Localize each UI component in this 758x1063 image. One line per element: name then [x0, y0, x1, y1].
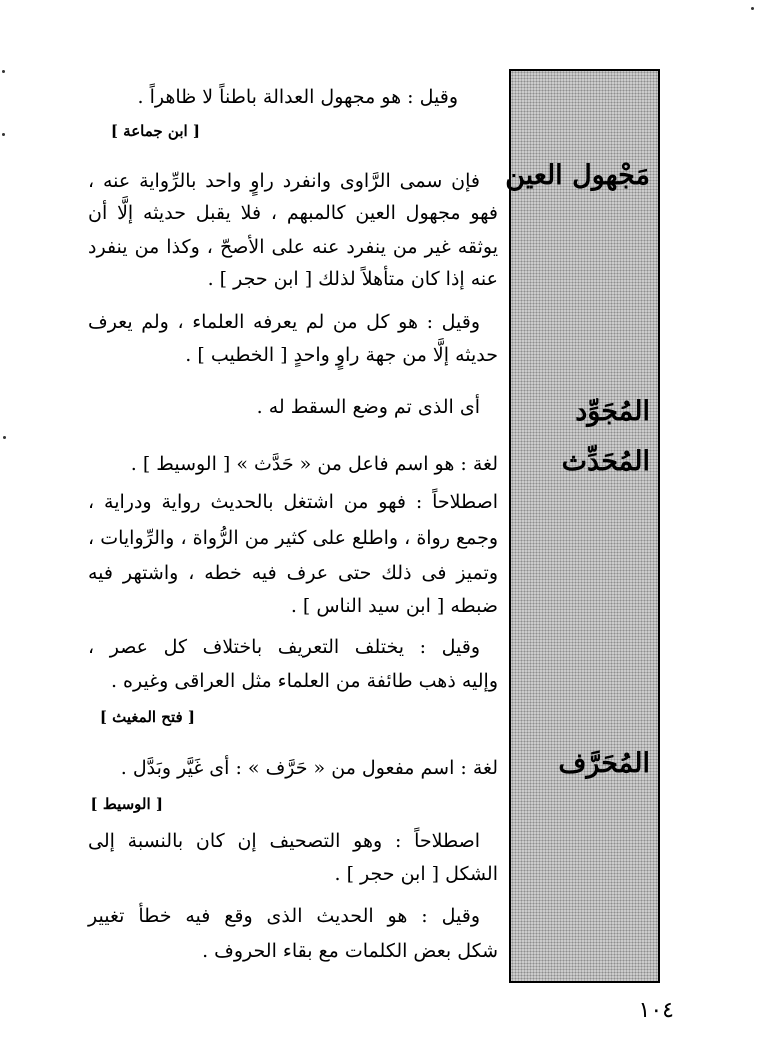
scan-speck [2, 70, 5, 73]
term-al-muharraf: المُحَرَّف [558, 748, 650, 779]
text-line: حديثه إلَّا من جهة راوٍ واحدٍ [ الخطيب ] . [185, 344, 498, 366]
scan-speck [3, 436, 6, 439]
text-line: أى الذى تم وضع السقط له . [256, 396, 480, 418]
text-line: وجمع رواة ، واطلع على كثير من الرُّواة ، والرِّوايات ، [88, 527, 498, 549]
text-line: شكل بعض الكلمات مع بقاء الحروف . [202, 940, 498, 962]
terms-column [505, 69, 660, 983]
source-citation: [ ابن جماعة ] [110, 122, 200, 140]
text-line: وتميز فى ذلك حتى عرف فيه خطه ، واشتهر فيه [88, 562, 498, 584]
term-al-mujawwid: المُجَوِّد [575, 396, 650, 427]
text-line: وقيل : هو كل من لم يعرفه العلماء ، ولم يعرف [88, 311, 480, 333]
scan-speck [751, 7, 754, 10]
source-citation: [ الوسيط ] [90, 795, 163, 813]
text-line: فهو مجهول العين كالمبهم ، فلا يقبل حديثه إلَّا أن [88, 202, 498, 224]
term-majhul-al-ayn: مَجْهول العين [505, 160, 650, 191]
text-line: وقيل : هو مجهول العدالة باطناً لا ظاهراً . [137, 86, 458, 108]
source-citation: [ فتح المغيث ] [99, 708, 195, 726]
text-line: عنه إذا كان متأهلاً لذلك [ ابن حجر ] . [207, 268, 498, 290]
text-line: اصطلاحاً : فهو من اشتغل بالحديث رواية ودراية ، [88, 491, 498, 513]
text-line: فإن سمى الرَّاوى وانفرد راوٍ واحد بالرِّواية عنه ، [88, 170, 480, 192]
text-line: لغة : اسم مفعول من « حَرَّف » : أى غَيَّر وبَدَّل . [120, 757, 498, 779]
text-line: وقيل : يختلف التعريف باختلاف كل عصر ، [88, 636, 480, 658]
text-line: وإليه ذهب طائفة من العلماء مثل العراقى وغيره . [110, 670, 498, 692]
scan-speck [2, 133, 5, 136]
definitions-text [88, 0, 498, 1063]
term-al-muhaddith: المُحَدِّث [561, 446, 650, 477]
text-line: لغة : هو اسم فاعل من « حَدَّث » [ الوسيط ] . [130, 453, 498, 475]
text-line: اصطلاحاً : وهو التصحيف إن كان بالنسبة إلى [88, 830, 480, 852]
page-number: ١٠٤ [638, 998, 674, 1023]
text-line: ضبطه [ ابن سيد الناس ] . [290, 595, 498, 617]
text-line: الشكل [ ابن حجر ] . [334, 863, 498, 885]
text-line: يوثقه غير من ينفرد عنه على الأصحّ ، وكذا من ينفرد [88, 236, 498, 258]
text-line: وقيل : هو الحديث الذى وقع فيه خطأ تغيير [88, 905, 480, 927]
